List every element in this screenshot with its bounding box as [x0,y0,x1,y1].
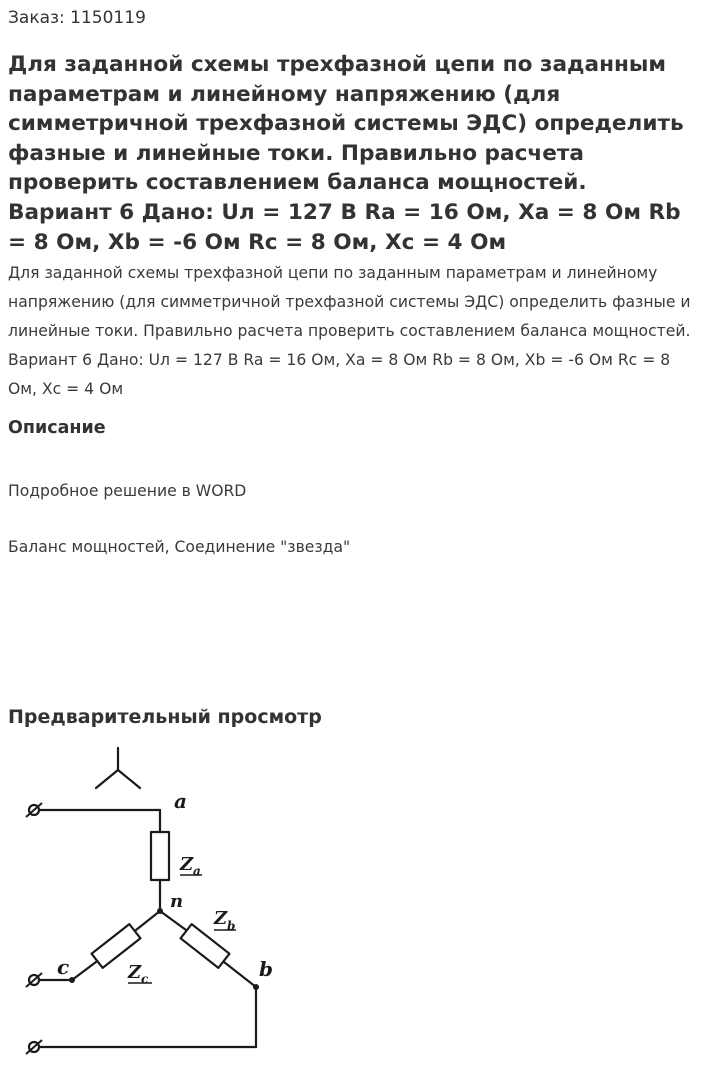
preview-heading: Предварительный просмотр [8,706,322,728]
node-c [69,977,75,983]
label-n: n [170,891,184,912]
label-za: Z [180,854,194,875]
label-za-sub: a [193,864,201,878]
label-zc: Z [128,962,142,983]
circuit-preview-image [0,744,320,1070]
label-b: b [259,957,273,981]
y-symbol-left [96,770,118,788]
za-resistor [151,832,169,880]
description-paragraph-tags: Баланс мощностей, Соединение "звезда" [8,538,351,556]
order-number: Заказ: 1150119 [8,8,146,28]
node-n [157,908,163,914]
description-heading: Описание [8,418,106,438]
node-b [253,984,259,990]
label-zc-sub: c [141,972,149,986]
label-zb-sub: b [227,919,236,933]
label-c: c [57,955,70,979]
page-title: Для заданной схемы трехфазной цепи по заданным параметрам и линейному напряжению (для симметричной трехфазной системы ЭДС) определить фазные и линейные токи. Правильно расчета проверить составлением баланса мощностей. Вариант 6 Дано: Uл = 127 В Ra = 16 Ом, Xa = 8 Ом Rb = 8 Ом, Xb = -6 Ом Rc = 8 Ом, Xc = 4 Ом [8,52,684,255]
label-a: a [174,789,187,813]
label-zb: Z [214,908,228,929]
star-circuit-diagram [0,744,320,1070]
y-symbol-right [118,770,140,788]
description-paragraph-word: Подробное решение в WORD [8,482,247,500]
task-description: Для заданной схемы трехфазной цепи по заданным параметрам и линейному напряжению (для симметричной трехфазной системы ЭДС) определить фазные и линейные токи. Правильно расчета проверить составлением баланса мощностей. Вариант 6 Дано: Uл = 127 В Ra = 16 Ом, Xa = 8 Ом Rb = 8 Ом, Xb = -6 Ом Rc = 8 Ом, Xc = 4 Ом [8,264,691,398]
